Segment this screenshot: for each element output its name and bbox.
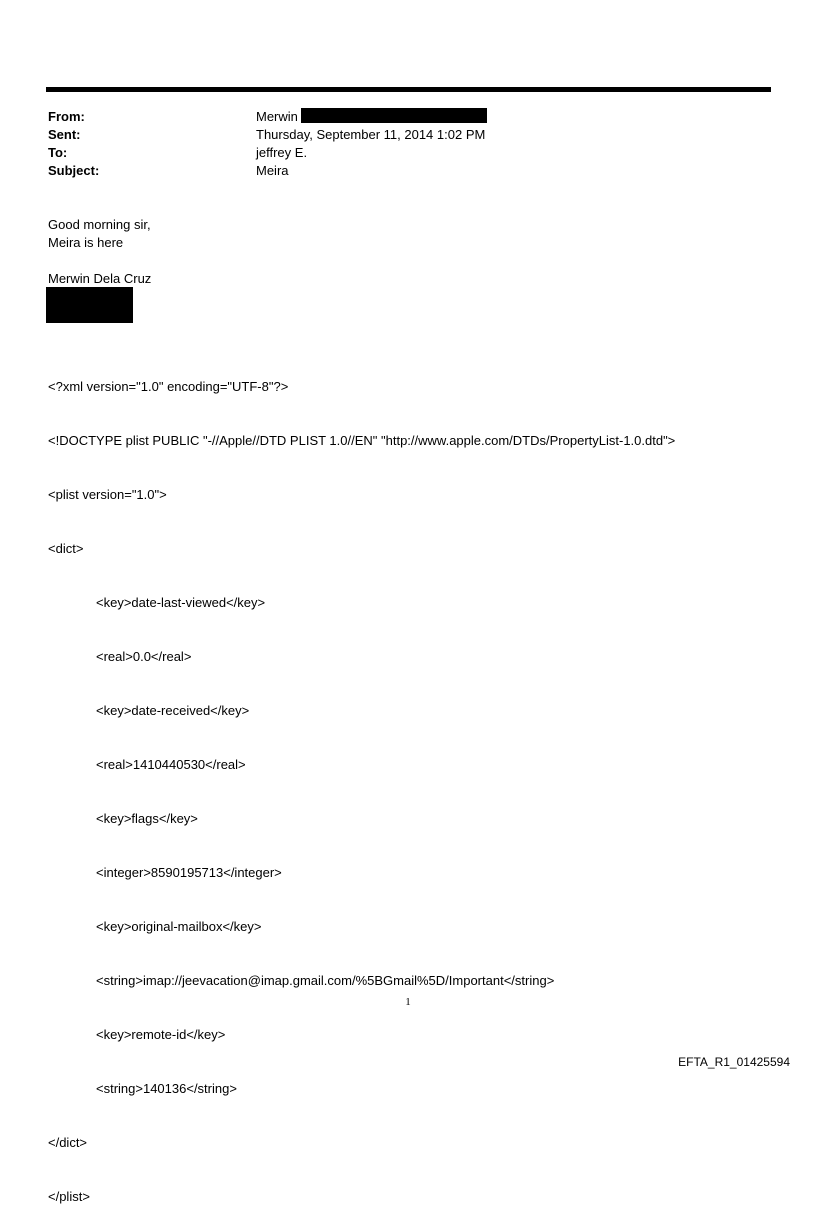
to-value: jeffrey E.: [256, 145, 308, 160]
email-greeting: [48, 216, 151, 252]
subject-value: Meira: [256, 163, 289, 178]
plist-line: <key>date-received</key>: [96, 703, 250, 718]
document-id: EFTA_R1_01425594: [678, 1055, 790, 1069]
plist-line: <string>140136</string>: [96, 1081, 237, 1096]
plist-line: <!DOCTYPE plist PUBLIC "-//Apple//DTD PLIST 1.0//EN" "http://www.apple.com/DTDs/PropertyList-1.0.dtd">: [48, 433, 676, 448]
plist-content: [48, 342, 675, 1224]
redaction-bar: [301, 108, 487, 123]
plist-line: <real>1410440530</real>: [96, 757, 246, 772]
plist-line: <string>imap://jeevacation@imap.gmail.com/%5BGmail%5D/Important</string>: [96, 973, 555, 988]
from-row: [48, 108, 748, 126]
from-label: From:: [48, 109, 85, 124]
plist-line: <key>date-last-viewed</key>: [96, 595, 266, 610]
greeting-line: Good morning sir,: [48, 217, 151, 232]
to-row: [48, 144, 748, 162]
plist-line: <key>remote-id</key>: [96, 1027, 226, 1042]
to-label: To:: [48, 145, 68, 160]
plist-line: </plist>: [48, 1189, 90, 1204]
subject-row: [48, 162, 748, 180]
plist-line: <key>original-mailbox</key>: [96, 919, 262, 934]
header-divider: [46, 87, 771, 92]
from-name: Merwin: [256, 109, 298, 124]
from-value: [256, 108, 487, 126]
subject-label: Subject:: [48, 163, 100, 178]
page-number: 1: [405, 996, 411, 1008]
plist-line: </dict>: [48, 1135, 88, 1150]
plist-line: <real>0.0</real>: [96, 649, 192, 664]
plist-line: <plist version="1.0">: [48, 487, 167, 502]
email-header: [48, 108, 748, 180]
sent-label: Sent:: [48, 127, 81, 142]
plist-line: <integer>8590195713</integer>: [96, 865, 282, 880]
plist-line: <key>flags</key>: [96, 811, 198, 826]
signature-name: Merwin Dela Cruz: [48, 271, 152, 286]
greeting-line: Meira is here: [48, 235, 124, 250]
sent-row: [48, 126, 748, 144]
plist-line: <?xml version="1.0" encoding="UTF-8"?>: [48, 379, 289, 394]
sent-value: Thursday, September 11, 2014 1:02 PM: [256, 127, 486, 142]
redaction-block: [46, 287, 133, 323]
plist-line: <dict>: [48, 541, 84, 556]
